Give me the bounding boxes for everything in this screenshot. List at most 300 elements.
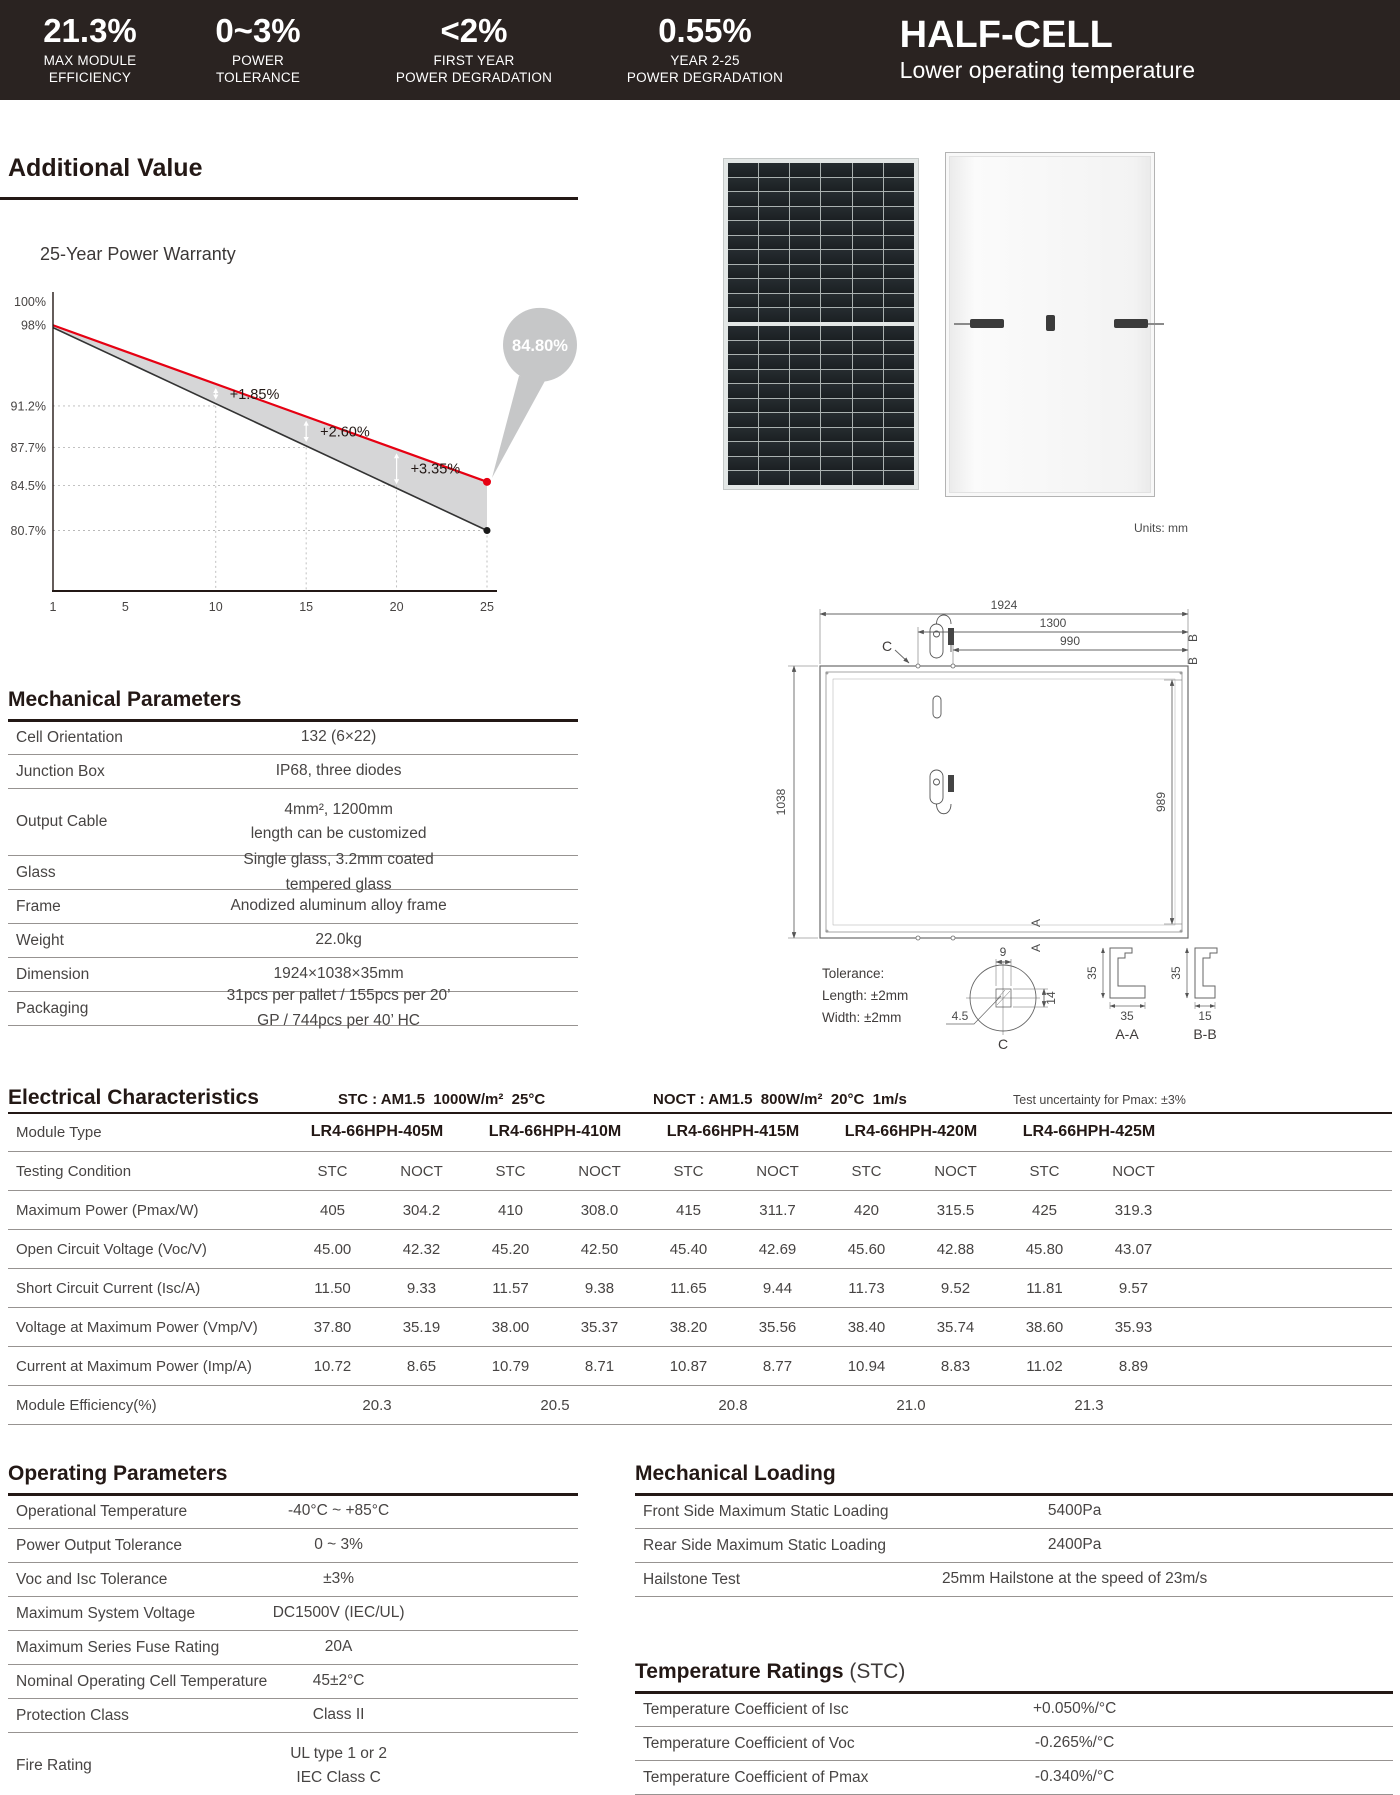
row-value [225,1601,453,1625]
solar-cell [821,471,851,485]
solar-cell [790,279,820,293]
row-label: Maximum Series Fuse Rating [16,1638,220,1656]
solar-cell [853,178,883,192]
solar-cell [853,207,883,221]
electrical-characteristics-table [8,1113,1392,1425]
table-row [635,1529,1393,1563]
solar-cell [821,178,851,192]
table-row [8,789,578,856]
stat-value: 21.3% [43,12,137,50]
solar-cell [728,341,758,355]
stat-value: 0.55% [658,12,752,50]
module-column [822,1358,1000,1375]
dim-height-right: 989 [1154,791,1168,813]
module-column [288,1241,466,1258]
module-column [644,1280,822,1297]
stat-power-tolerance [198,13,318,87]
marker-b: B [1186,633,1200,643]
solar-cell [759,294,789,308]
stat-label-line2: POWER DEGRADATION [395,70,553,86]
value-stc: 38.40 [847,1318,886,1336]
dim-height-left: 1038 [774,788,788,816]
solar-cell [728,384,758,398]
section-bb-profile [1187,948,1217,1009]
solar-cell [853,471,883,485]
module-type: LR4-66HPH-410M [488,1123,622,1140]
value-stc: 11.02 [1026,1357,1063,1375]
value-noct: 8.77 [762,1357,793,1375]
value-noct: 8.83 [940,1357,971,1375]
value-stc: 37.80 [313,1318,352,1336]
dimension-lines [788,609,1188,938]
value-noct: 319.3 [1114,1201,1153,1219]
value-noct: 8.89 [1118,1357,1149,1375]
solar-cell [853,236,883,250]
upper-endpoint-dot [483,478,491,486]
module-column [288,1202,466,1219]
electrical-data-row [8,1191,1392,1230]
module-type: LR4-66HPH-405M [310,1123,444,1140]
module-column [644,1202,822,1219]
module-column [1000,1319,1178,1336]
section-heading: Mechanical Loading [635,1462,836,1485]
efficiency-value: 21.0 [896,1396,926,1414]
tolerance-width: Width: ±2mm [822,1010,902,1025]
stat-label-line2: POWER DEGRADATION [626,70,784,86]
module-column [644,1241,822,1258]
row-spacer [1178,1269,1392,1307]
stat-year-degradation [610,13,800,87]
row-value-line: Single glass, 3.2mm coated tempered glass [243,851,434,893]
solar-cell [728,308,758,322]
row-label: Maximum Power (Pmax/W) [16,1201,199,1219]
solar-cell [790,236,820,250]
y-tick-label: 80.7% [10,523,46,538]
solar-cell [884,413,914,427]
solar-cell [759,326,789,340]
row-value-line: IEC Class C [296,1769,381,1786]
row-label: Frame [16,897,61,915]
row-value [225,1703,453,1727]
row-value [225,1669,453,1693]
solar-cell [821,355,851,369]
solar-cell [821,399,851,413]
value-stc: 420 [853,1201,880,1219]
value-stc: 38.20 [669,1318,708,1336]
row-label: Protection Class [16,1706,129,1724]
detail-c-dim-hole: 4.5 [951,1009,969,1023]
row-label: Output Cable [16,813,108,830]
solar-cell [728,471,758,485]
operating-parameters-table [8,1495,578,1795]
row-label: Temperature Coefficient of Voc [643,1734,855,1752]
row-label: Weight [16,931,64,949]
table-row [8,1563,578,1597]
solar-cell [821,163,851,177]
row-value [923,1697,1226,1721]
junction-boxes [930,615,954,814]
section-heading: Operating Parameters [8,1462,228,1485]
row-label: Cell Orientation [16,728,123,746]
x-tick-label: 15 [299,600,314,614]
row-label: Module Efficiency(%) [16,1396,157,1414]
module-column [1000,1358,1178,1375]
solar-cell [853,457,883,471]
value-noct: 8.65 [406,1357,437,1375]
row-spacer [1178,1347,1392,1385]
row-label: Glass [16,863,56,881]
testing-condition-noct: NOCT [1112,1162,1155,1180]
solar-cell [853,355,883,369]
solar-cell [790,221,820,235]
value-noct: 35.19 [402,1318,441,1336]
value-noct: 308.0 [580,1201,619,1219]
solar-cell [728,236,758,250]
solar-cell [790,370,820,384]
solar-cell [884,355,914,369]
value-noct: 35.74 [936,1318,975,1336]
stat-label [198,52,318,87]
value-stc: 11.50 [314,1279,351,1297]
row-value-line: -0.340%/°C [1034,1768,1115,1786]
table-row [8,851,578,893]
solar-cell [853,384,883,398]
solar-cell [728,163,758,177]
row-label: Current at Maximum Power (Imp/A) [16,1357,252,1375]
solar-cell [759,355,789,369]
row-label: Fire Rating [16,1757,92,1774]
tolerance-length: Length: ±2mm [822,988,909,1003]
heading-suffix: (STC) [843,1660,906,1683]
table-row [8,1665,578,1699]
value-stc: 415 [675,1201,702,1219]
tolerance-title: Tolerance: [822,966,885,981]
module-column [466,1241,644,1258]
detail-c-section [946,959,1048,1035]
row-value [225,984,453,1032]
solar-cell [728,279,758,293]
solar-cell [790,457,820,471]
row-value [923,1567,1226,1591]
solar-cell [853,370,883,384]
value-noct: 9.38 [584,1279,615,1297]
table-row [8,1733,578,1795]
table-row [635,1563,1393,1597]
y-tick-label: 100% [14,294,46,309]
y-tick-label: 87.7% [10,440,46,455]
module-column [822,1280,1000,1297]
solar-cell [759,471,789,485]
marker-a: A [1029,918,1043,928]
module-column [644,1163,822,1180]
row-label: Front Side Maximum Static Loading [643,1502,889,1520]
section-aa-profile [1103,948,1145,1009]
module-column [1000,1280,1178,1297]
solar-cell [884,457,914,471]
row-value-line: UL type 1 or 2 [290,1744,387,1762]
solar-cell [853,265,883,279]
value-noct: 35.37 [580,1318,619,1336]
electrical-data-row [8,1230,1392,1269]
cable-wire [954,323,970,325]
row-spacer [1178,1113,1392,1151]
callout-tail [492,376,545,478]
solar-cell [884,384,914,398]
solar-cell [853,294,883,308]
solar-cell [790,355,820,369]
value-stc: 10.94 [847,1357,886,1375]
product-subtitle: Lower operating temperature [899,56,1195,83]
value-noct: 42.88 [936,1240,975,1258]
highlight-banner [0,0,1400,100]
solar-cell [759,442,789,456]
row-label: Voc and Isc Tolerance [16,1570,168,1588]
solar-cell [728,207,758,221]
stat-label-line1: MAX MODULE [43,52,137,68]
y-tick-label: 84.5% [10,478,46,493]
solar-cell [790,428,820,442]
solar-cell [884,192,914,206]
solar-cell [759,192,789,206]
module-column [288,1163,466,1180]
solar-cell [759,163,789,177]
testing-condition-noct: NOCT [934,1162,977,1180]
solar-cell [821,265,851,279]
table-row [8,755,578,789]
stat-value: 0~3% [215,12,301,50]
stat-module-efficiency [30,13,150,87]
solar-cell [790,471,820,485]
solar-cell [821,221,851,235]
section-bb-dim-height: 35 [1169,966,1183,980]
solar-cell [728,250,758,264]
module-column [466,1319,644,1336]
solar-cell [790,399,820,413]
gap-annotation: +3.35% [410,461,461,478]
electrical-efficiency-row [8,1386,1392,1425]
pmax-uncertainty-note: Test uncertainty for Pmax: ±3% [1013,1093,1186,1107]
solar-cell [728,457,758,471]
efficiency-value: 20.5 [540,1396,570,1414]
heading-main: Temperature Ratings [635,1660,844,1683]
module-column [644,1319,822,1336]
solar-cell [821,442,851,456]
module-column [1000,1163,1178,1180]
row-label: Voltage at Maximum Power (Vmp/V) [16,1318,258,1336]
value-stc: 11.57 [492,1279,529,1297]
solar-cell [790,250,820,264]
row-value-line: -0.265%/°C [1034,1734,1115,1752]
efficiency-value: 20.3 [362,1396,392,1414]
module-column [466,1280,644,1297]
solar-cell [821,294,851,308]
row-value [225,1567,453,1591]
panel-front-half [728,163,914,322]
value-stc: 11.65 [670,1279,707,1297]
row-label: Testing Condition [16,1162,132,1180]
section-mechanical-parameters [8,688,578,722]
x-tick-label: 10 [208,600,223,614]
solar-cell [821,279,851,293]
testing-condition-stc: STC [673,1162,704,1180]
x-tick-label: 25 [480,600,494,614]
lower-endpoint-dot [484,527,491,534]
solar-cell [728,294,758,308]
electrical-data-row [8,1347,1392,1386]
solar-cell [790,341,820,355]
module-column [822,1241,1000,1258]
product-title: HALF-CELL [899,13,1113,56]
module-front-image [723,158,919,490]
table-row [8,1495,578,1529]
value-noct: 311.7 [759,1201,796,1219]
solar-cell [853,279,883,293]
section-aa-dim-width: 35 [1120,1009,1134,1023]
row-label: Temperature Coefficient of Isc [643,1700,849,1718]
solar-cell [821,308,851,322]
solar-cell [853,341,883,355]
row-value-line: 22.0kg [315,931,362,949]
solar-cell [853,308,883,322]
row-value [923,1731,1226,1755]
row-value-line: 31pcs per pallet / 155pcs per 20’ GP / 744pcs per 40’ HC [226,987,451,1029]
value-noct: 315.5 [936,1201,975,1219]
mechanical-parameters-table [8,721,578,1029]
efficiency-value: 20.8 [718,1396,748,1414]
module-column [466,1358,644,1375]
section-heading [635,1660,1393,1684]
stat-label-line1: FIRST YEAR [433,52,515,68]
cable-wire [1148,323,1164,325]
dim-width-outer: 1924 [990,598,1018,612]
row-value [225,798,453,846]
solar-cell [884,236,914,250]
table-row [8,1631,578,1665]
solar-cell [884,399,914,413]
callout-label: 84.80% [512,336,568,355]
row-spacer [1178,1191,1392,1229]
table-row [8,890,578,924]
solar-cell [884,308,914,322]
row-value-line: DC1500V (IEC/UL) [272,1604,405,1622]
efficiency-value: 21.3 [1074,1396,1104,1414]
solar-cell [790,442,820,456]
module-column [466,1202,644,1219]
solar-cell [853,250,883,264]
row-value [225,1635,453,1659]
solar-cell [728,355,758,369]
section-bb-label: B-B [1193,1026,1217,1042]
solar-cell [759,221,789,235]
solar-cell [790,163,820,177]
section-aa-dim-height: 35 [1085,966,1099,980]
units-label: Units: mm [1134,521,1188,535]
solar-cell [790,265,820,279]
junction-box [1046,315,1055,331]
solar-cell [759,207,789,221]
solar-cell [821,236,851,250]
solar-cell [759,370,789,384]
solar-cell [884,163,914,177]
section-aa-label: A-A [1115,1026,1139,1042]
value-noct: 304.2 [402,1201,441,1219]
solar-cell [728,192,758,206]
warranty-chart [0,268,620,628]
value-noct: 9.33 [406,1279,437,1297]
module-column [644,1358,822,1375]
row-value-line: 132 (6×22) [300,728,377,746]
solar-cell [790,207,820,221]
module-column [822,1163,1000,1180]
stat-label-line1: POWER [231,52,284,68]
solar-cell [884,428,914,442]
stat-label-line2: EFFICIENCY [48,70,132,86]
value-noct: 42.32 [402,1240,441,1258]
solar-cell [884,341,914,355]
solar-cell [759,399,789,413]
value-stc: 405 [319,1201,346,1219]
solar-cell [853,326,883,340]
row-label: Open Circuit Voltage (Voc/V) [16,1240,207,1258]
row-value-line: -40°C ~ +85°C [288,1502,390,1520]
row-label: Maximum System Voltage [16,1604,196,1622]
solar-cell [790,326,820,340]
solar-cell [759,457,789,471]
solar-cell [790,192,820,206]
section-bb-dim-width: 15 [1198,1009,1212,1023]
row-value-line: 2400Pa [1047,1536,1102,1554]
solar-cell [821,192,851,206]
table-row [635,1761,1393,1795]
stat-label [384,52,564,87]
row-label: Operational Temperature [16,1502,188,1520]
product-headline [899,13,1195,85]
row-value-line: IP68, three diodes [275,762,402,780]
row-value [923,1765,1226,1789]
value-stc: 10.72 [313,1357,352,1375]
section-heading: Mechanical Parameters [8,688,242,711]
value-noct: 42.69 [758,1240,797,1258]
solar-cell [728,399,758,413]
section-additional-value [0,154,578,200]
solar-cell [821,207,851,221]
table-row [635,1727,1393,1761]
solar-cell [759,250,789,264]
row-value-line: ±3% [323,1570,355,1588]
x-tick-label: 20 [389,600,404,614]
solar-cell [728,428,758,442]
stat-label [610,52,800,87]
solar-cell [884,471,914,485]
solar-cell [821,384,851,398]
row-value [923,1533,1226,1557]
stc-condition: STC : AM1.5 1000W/m² 25°C [338,1091,546,1108]
row-value [225,1533,453,1557]
row-label: Short Circuit Current (Isc/A) [16,1279,201,1297]
value-noct: 35.56 [758,1318,797,1336]
row-value-line: +0.050%/°C [1032,1700,1117,1718]
solar-cell [821,370,851,384]
lower-degradation-line [53,328,487,531]
solar-cell [853,399,883,413]
row-value-line: length can be customized [250,825,427,842]
electrical-data-row [8,1308,1392,1347]
solar-cell [821,326,851,340]
row-value [225,725,453,749]
table-row [8,987,578,1029]
row-label: Rear Side Maximum Static Loading [643,1536,886,1554]
solar-cell [759,178,789,192]
